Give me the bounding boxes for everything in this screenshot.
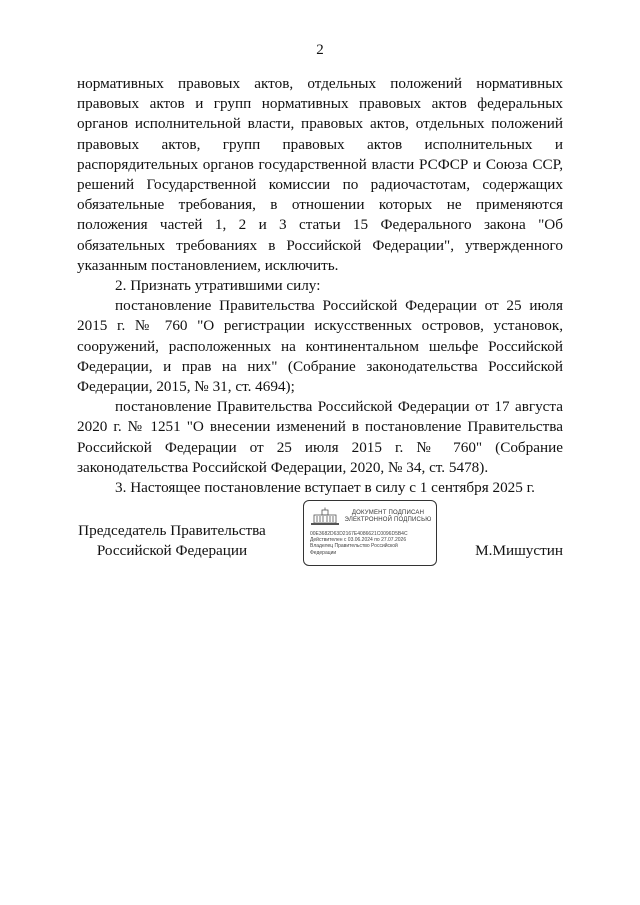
stamp-details bbox=[310, 531, 432, 556]
signer-name: М.Мишустин bbox=[475, 542, 563, 559]
signer-position bbox=[77, 521, 267, 561]
government-building-icon bbox=[310, 507, 340, 527]
stamp-owner-line-1: Владелец Правительство Российской bbox=[310, 543, 398, 550]
stamp-owner-line-2: Федерации bbox=[310, 549, 337, 556]
paragraph-repealed-act-2: постановление Правительства Российской Федерации от 17 августа 2020 г. № 1251 "О внесении изменений в постановление Правительства Российской Федерации от 25 июля 2015 г. № 760" (Собрание законодательства Российской Федерации, 2020, № 34, ст. 5478). bbox=[77, 398, 563, 476]
stamp-title bbox=[342, 510, 434, 524]
electronic-signature-stamp bbox=[303, 500, 437, 566]
signature-block bbox=[77, 497, 563, 577]
stamp-title-line-2: ЭЛЕКТРОННОЙ ПОДПИСЬЮ bbox=[344, 517, 432, 523]
document-body bbox=[77, 74, 563, 498]
signer-position-line-2: Российской Федерации bbox=[96, 542, 248, 560]
page-number: 2 bbox=[316, 42, 324, 58]
paragraph-item-2: 2. Признать утратившими силу: bbox=[115, 277, 321, 295]
paragraph-item-3: 3. Настоящее постановление вступает в силу с 1 сентября 2025 г. bbox=[115, 479, 535, 497]
paragraph-repealed-act-1: постановление Правительства Российской Федерации от 25 июля 2015 г. № 760 "О регистрации искусственных островов, установок, сооружений, расположенных на континентальном шельфе Российской Федерации, и прав на них" (Собрание законодательства Российской Федерации, 2015, № 31, ст. 4694); bbox=[77, 297, 563, 396]
stamp-validity: Действителен с 03.06.2024 по 27.07.2026 bbox=[310, 537, 407, 544]
stamp-certificate: 00E3682D63D2167E4086621C0096D5B4C bbox=[310, 531, 408, 537]
stamp-title-line-1: ДОКУМЕНТ ПОДПИСАН bbox=[351, 510, 425, 516]
signer-position-line-1: Председатель Правительства bbox=[78, 522, 266, 539]
paragraph-continuation: нормативных правовых актов, отдельных положений нормативных правовых актов и групп нормативных правовых актов федеральных органов исполнительной власти, правовых актов, отдельных положений правовых актов, групп правовых актов исполнительных и распорядительных органов государственной власти РСФСР и Союза ССР, решений Государственной комиссии по радиочастотам, содержащих обязательные требования, в отношении которых не применяются положения частей 1, 2 и 3 статьи 15 Федерального закона "Об обязательных требованиях в Российской Федерации", утвержденного указанным постановлением, исключить. bbox=[77, 75, 563, 274]
